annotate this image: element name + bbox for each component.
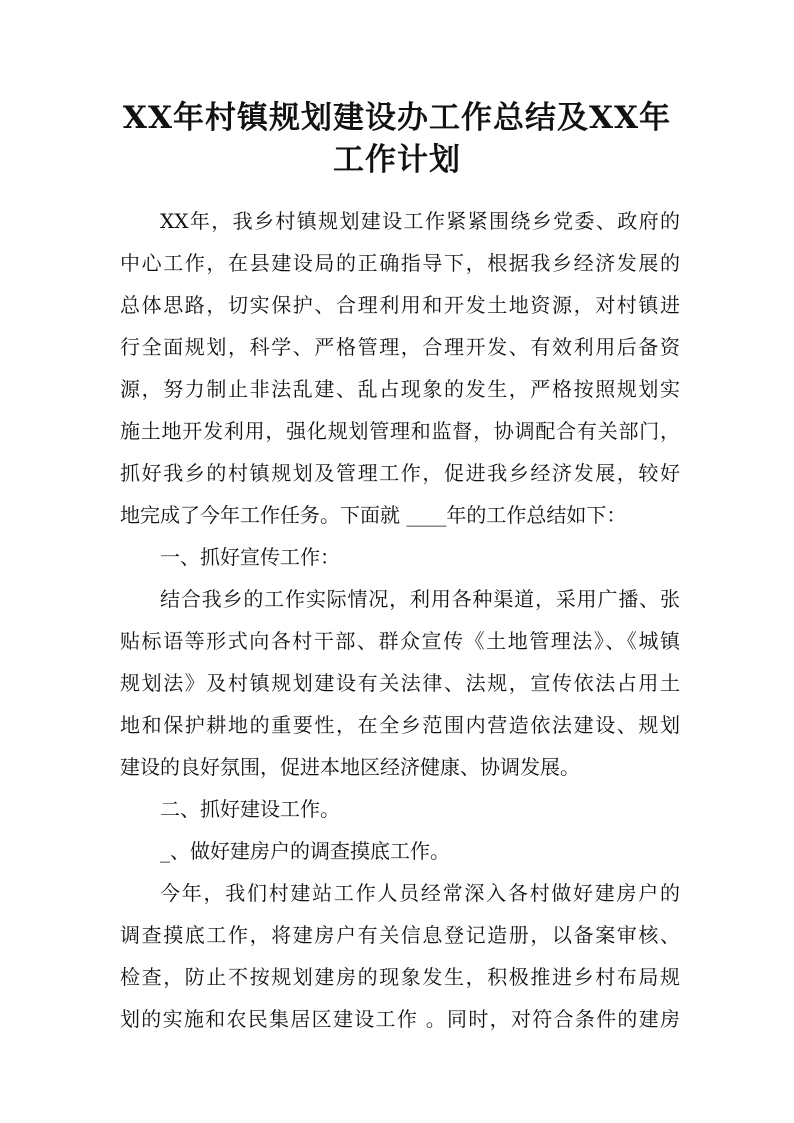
- section-heading: 一、抓好宣传工作：: [160, 545, 340, 569]
- text-line: 划的实施和农民集居区建设工作 。同时，对符合条件的建房: [120, 1007, 680, 1031]
- text-line: 贴标语等形式向各村干部、群众宣传《土地管理法》、《城镇: [120, 629, 680, 653]
- text-line: 地完成了今年工作任务。下面就 ____年的工作总结如下：: [120, 503, 627, 527]
- text-line: 结合我乡的工作实际情况，利用各种渠道，采用广播、张: [160, 587, 680, 611]
- document-title: [110, 97, 684, 181]
- title-line: 工作计划: [333, 142, 461, 178]
- paragraph-section1: [120, 578, 680, 788]
- text-line: 地和保护耕地的重要性，在全乡范围内营造依法建设、规划: [120, 713, 680, 737]
- paragraph-intro: [120, 200, 680, 536]
- text-line: 源，努力制止非法乱建、乱占现象的发生，严格按照规划实: [120, 377, 680, 401]
- text-line: 今年，我们村建站工作人员经常深入各村做好建房户的: [160, 881, 680, 905]
- text-line: 施土地开发利用，强化规划管理和监督，协调配合有关部门，: [120, 419, 680, 443]
- text-line: 中心工作，在县建设局的正确指导下，根据我乡经济发展的: [120, 251, 680, 275]
- text-line: 检查，防止不按规划建房的现象发生，积极推进乡村布局规: [120, 965, 680, 989]
- text-line: 行全面规划，科学、严格管理，合理开发、有效利用后备资: [120, 335, 680, 359]
- sub-heading: _、做好建房户的调查摸底工作。: [160, 839, 450, 863]
- text-line: XX年，我乡村镇规划建设工作紧紧围绕乡党委、政府的: [160, 209, 680, 233]
- section-heading: 二、抓好建设工作。: [160, 797, 340, 821]
- text-line: 总体思路，切实保护、合理利用和开发土地资源，对村镇进: [120, 293, 680, 317]
- text-line: 规划法》及村镇规划建设有关法律、法规，宣传依法占用土: [120, 671, 680, 695]
- document-body: [120, 200, 680, 1040]
- paragraph-section2: [120, 872, 680, 1040]
- title-line: XX年村镇规划建设办工作总结及XX年: [122, 100, 672, 136]
- text-line: 抓好我乡的村镇规划及管理工作，促进我乡经济发展，较好: [120, 461, 680, 485]
- text-line: 建设的良好氛围，促进本地区经济健康、协调发展。: [120, 755, 580, 779]
- text-line: 调查摸底工作，将建房户有关信息登记造册，以备案审核、: [120, 923, 680, 947]
